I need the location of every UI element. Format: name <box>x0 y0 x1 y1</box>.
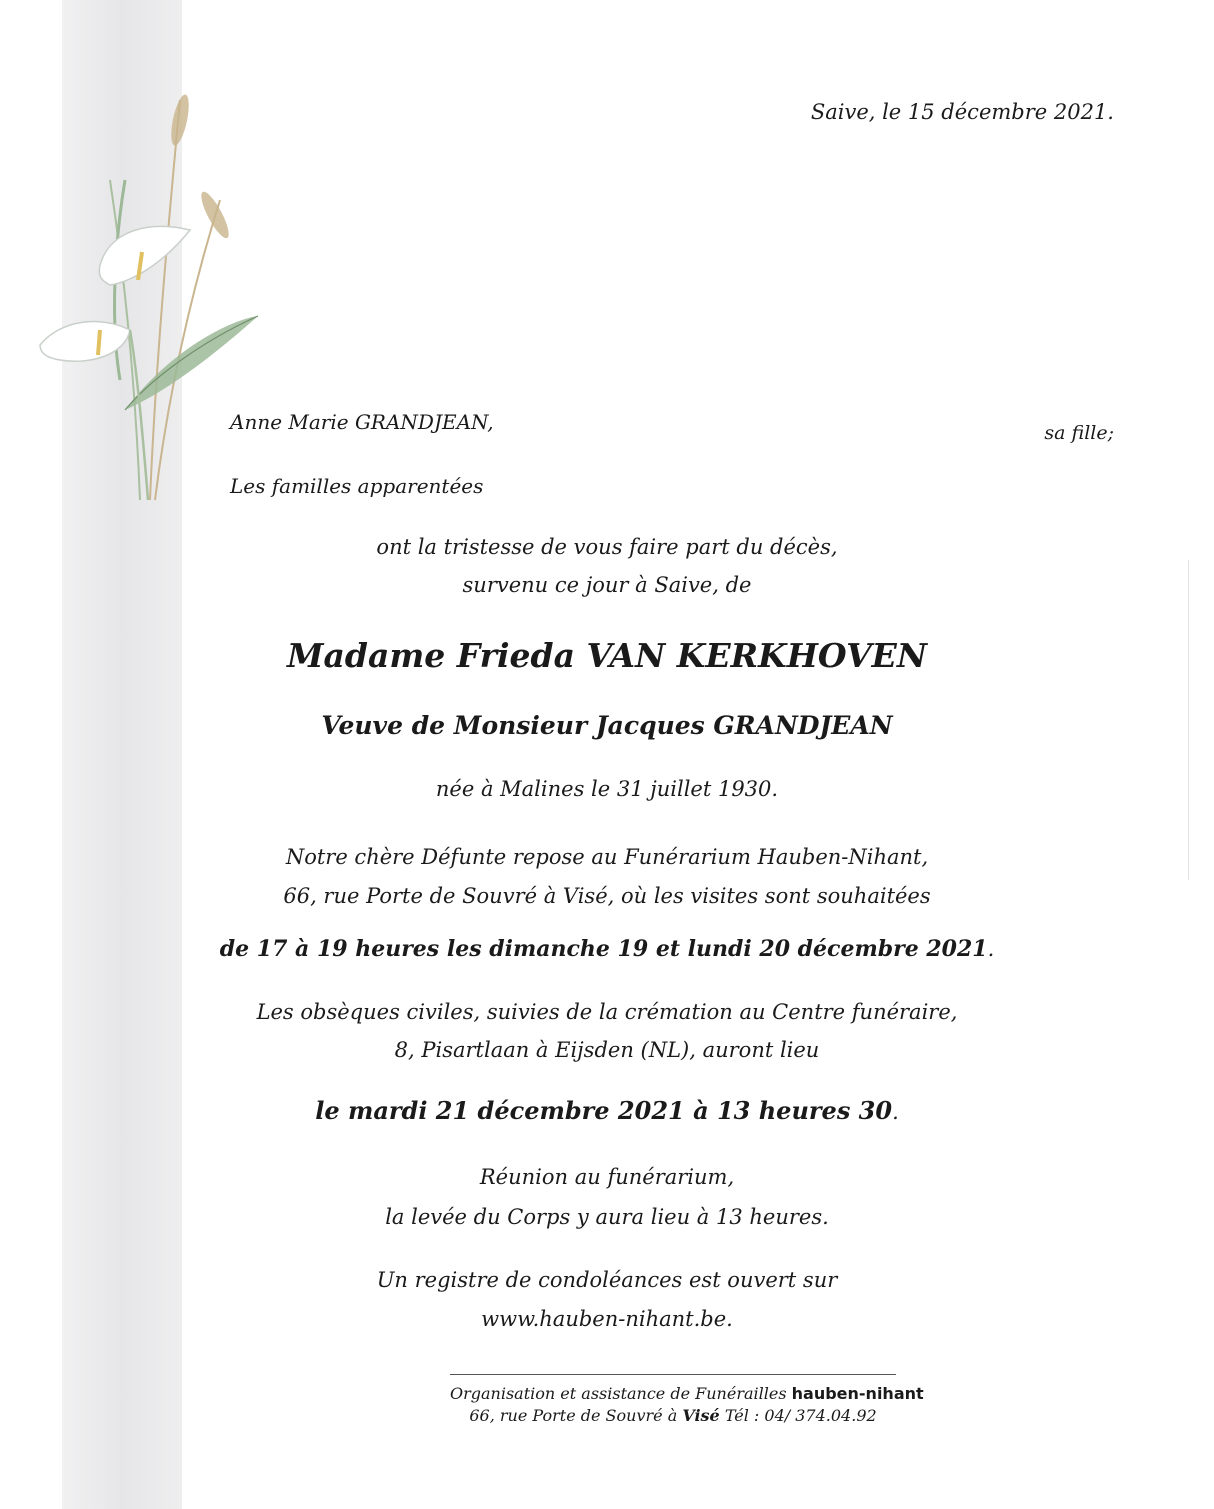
viewing-times-text: de 17 à 19 heures les dimanche 19 et lundi 20 décembre 2021 <box>219 936 988 962</box>
footer-organisation: Organisation et assistance de Funérailles <box>450 1384 787 1403</box>
family-member-relation: sa fille; <box>1044 422 1114 444</box>
announcement-line-2: survenu ce jour à Saive, de <box>462 573 752 597</box>
viewing-line-1: Notre chère Défunte repose au Funérarium Hauben-Nihant, <box>285 845 929 869</box>
family-member-name: Anne Marie GRANDJEAN, <box>230 410 494 434</box>
announcement-line-1: ont la tristesse de vous faire part du décès, <box>376 535 838 559</box>
condolences-url[interactable]: www.hauben-nihant.be. <box>481 1307 733 1331</box>
gathering-line-1: Réunion au funérarium, <box>479 1165 735 1189</box>
gathering-line-2: la levée du Corps y aura lieu à 13 heures. <box>385 1205 829 1229</box>
footer-line-1 <box>450 1384 924 1403</box>
date-line: Saive, le 15 décembre 2021. <box>810 100 1114 124</box>
viewing-line-2: 66, rue Porte de Souvré à Visé, où les visites sont souhaitées <box>283 884 931 908</box>
funeral-datetime-text: le mardi 21 décembre 2021 à 13 heures 30 <box>315 1096 893 1125</box>
footer-city: Visé <box>682 1406 720 1425</box>
birth-info: née à Malines le 31 juillet 1930. <box>435 777 779 801</box>
footer-phone: Tél : 04/ 374.04.92 <box>724 1406 877 1425</box>
brand-logo-text: hauben-nihant <box>791 1384 924 1403</box>
funeral-datetime-period: . <box>892 1100 899 1124</box>
footer-divider <box>450 1374 896 1375</box>
funeral-line-2: 8, Pisartlaan à Eijsden (NL), auront lieu <box>394 1038 820 1062</box>
deceased-name: Madame Frieda VAN KERKHOVEN <box>287 636 927 675</box>
viewing-times <box>0 936 1214 962</box>
footer-line-2 <box>450 1406 896 1425</box>
calla-lily-wheat-illustration <box>30 80 270 520</box>
footer-address: 66, rue Porte de Souvré à <box>469 1406 678 1425</box>
viewing-times-period: . <box>987 937 995 961</box>
funeral-datetime <box>0 1096 1214 1125</box>
widow-of: Veuve de Monsieur Jacques GRANDJEAN <box>321 711 893 740</box>
related-families: Les familles apparentées <box>230 474 484 498</box>
condolences-line: Un registre de condoléances est ouvert sur <box>376 1268 838 1292</box>
funeral-line-1: Les obsèques civiles, suivies de la crémation au Centre funéraire, <box>256 1000 958 1024</box>
